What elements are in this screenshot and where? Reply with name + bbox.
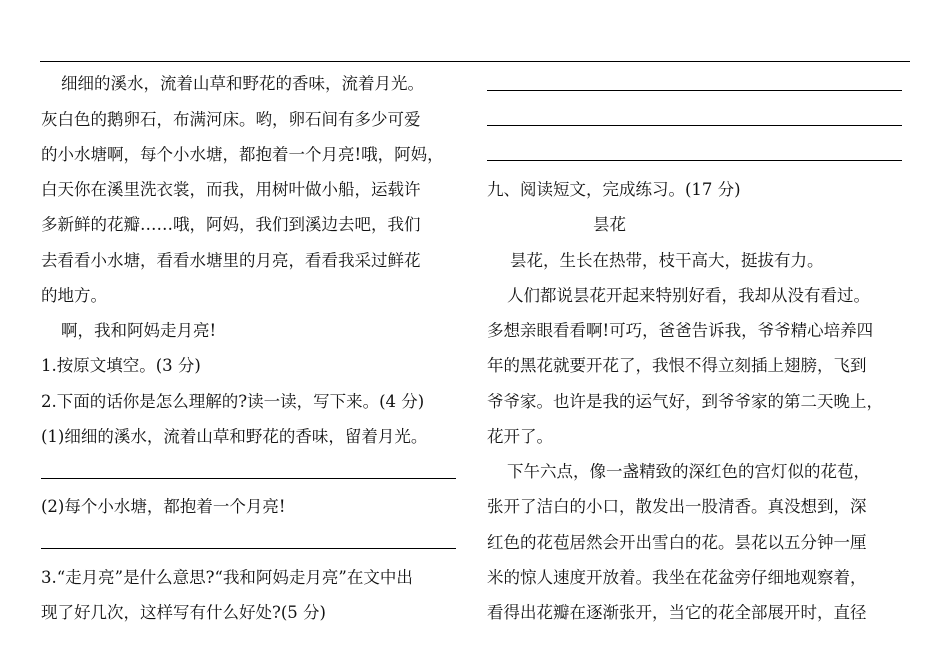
question-1: 1.按原文填空。(3 分) [41, 356, 201, 375]
question-3: 3.“走月亮”是什么意思?“我和阿妈走月亮”在文中出 [41, 568, 413, 587]
answer-line[interactable] [41, 478, 456, 479]
story-line: 昙花，生长在热带，枝干高大，挺拔有力。 [510, 251, 824, 270]
passage-line: 去看看小水塘，看看水塘里的月亮，看看我采过鲜花 [41, 251, 421, 270]
question-3-cont: 现了好几次，这样写有什么好处?(5 分) [41, 603, 326, 622]
passage-line: 啊，我和阿妈走月亮! [61, 321, 217, 340]
answer-line[interactable] [41, 548, 456, 549]
passage-line: 白天你在溪里洗衣裳，而我，用树叶做小船，运载许 [41, 180, 421, 199]
story-line: 爷爷家。也许是我的运气好，到爷爷家的第二天晚上， [487, 392, 883, 411]
story-title: 昙花 [593, 215, 626, 234]
story-line: 花开了。 [487, 427, 553, 446]
story-line: 人们都说昙花开起来特别好看，我却从没有看过。 [507, 286, 870, 305]
story-line: 红色的花苞居然会开出雪白的花。昙花以五分钟一厘 [487, 533, 867, 552]
passage-line: 的小水塘啊，每个小水塘，都抱着一个月亮!哦，阿妈， [41, 145, 444, 164]
story-line: 看得出花瓣在逐渐张开，当它的花全部展开时，直径 [487, 603, 867, 622]
passage-line: 多新鲜的花瓣……哦，阿妈，我们到溪边去吧，我们 [41, 215, 421, 234]
question-2-sub-2: (2)每个小水塘，都抱着一个月亮! [41, 497, 286, 516]
passage-line: 细细的溪水，流着山草和野花的香味，流着月光。 [61, 74, 424, 93]
story-line: 下午六点，像一盏精致的深红色的宫灯似的花苞， [507, 462, 870, 481]
question-2: 2.下面的话你是怎么理解的?读一读，写下来。(4 分) [41, 392, 425, 411]
story-line: 年的黑花就要开花了，我恨不得立刻插上翅膀，飞到 [487, 356, 867, 375]
passage-line: 灰白色的鹅卵石，布满河床。哟，卵石间有多少可爱 [41, 110, 421, 129]
answer-line[interactable] [487, 160, 902, 161]
section-title: 九、阅读短文，完成练习。(17 分) [487, 180, 741, 199]
answer-line[interactable] [487, 90, 902, 91]
header-rule [40, 61, 910, 62]
passage-line: 的地方。 [41, 286, 107, 305]
answer-line[interactable] [487, 125, 902, 126]
story-line: 张开了洁白的小口，散发出一股清香。真没想到，深 [487, 497, 867, 516]
story-line: 多想亲眼看看啊!可巧，爸爸告诉我，爷爷精心培养四 [487, 321, 874, 340]
question-2-sub-1: (1)细细的溪水，流着山草和野花的香味，留着月光。 [41, 427, 428, 446]
story-line: 米的惊人速度开放着。我坐在花盆旁仔细地观察着， [487, 568, 867, 587]
